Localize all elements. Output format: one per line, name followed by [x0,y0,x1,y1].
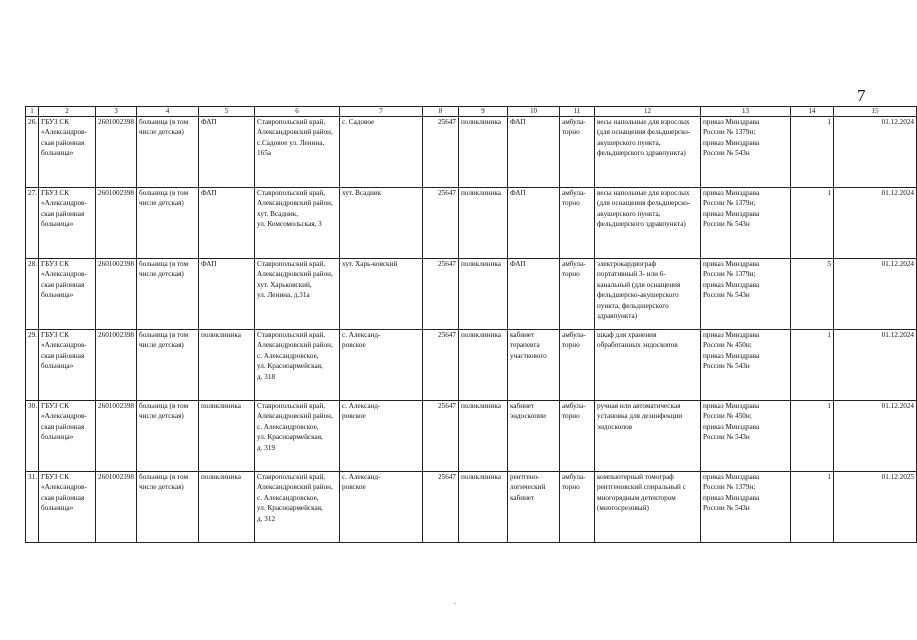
column-header: 14 [791,107,834,117]
quantity-cell: 1 [791,188,834,259]
care-mode-cell: амбула- торно [560,259,595,330]
table-row [26,259,917,330]
row-number: 26. [26,117,39,188]
column-9-cell: поликлиника [459,401,508,472]
department-cell: рентгено- логический кабинет [508,472,560,543]
order-cell: приказ Минздрава России № 1379н; приказ Минздрава России № 543н [701,259,791,330]
order-cell: приказ Минздрава России № 1379н; приказ Минздрава России № 543н [701,188,791,259]
code-8-cell: 25647 [423,188,459,259]
unit-cell: ФАП [199,117,255,188]
unit-cell: поликлиника [199,330,255,401]
equipment-cell: весы напольные для взрослых (для оснащения фельдшерско- акушерского пункта, фельдшерского здравпункта) [595,188,701,259]
department-cell: ФАП [508,259,560,330]
code-8-cell: 25647 [423,117,459,188]
row-number: 30. [26,401,39,472]
department-cell: ФАП [508,188,560,259]
table-row [26,330,917,401]
table-row [26,188,917,259]
department-cell: кабинет эндоскопии [508,401,560,472]
address-cell: Ставропольский край, Александровский район, с.Садовое ул. Ленина, 165а [255,117,340,188]
locality-cell: с. Садовое [340,117,423,188]
facility-type-cell: больница (в том числе детская) [137,188,199,259]
quantity-cell: 1 [791,401,834,472]
column-header: 15 [834,107,917,117]
column-header: 2 [39,107,96,117]
column-number-row [26,107,917,117]
address-cell: Ставропольский край, Александровский район, с. Александровское, ул. Красноармейская, д. 319 [255,401,340,472]
locality-cell: с. Александ- ровское [340,330,423,401]
row-number: 31. [26,472,39,543]
date-cell: 01.12.2025 [834,472,917,543]
address-cell: Ставропольский край, Александровский район, с. Александровское, ул. Красноармейская, д. 318 [255,330,340,401]
equipment-cell: электрокардиограф портативный 3- или 6- канальный (для оснащения фельдшерско-акушерского пункта, фельдшерского здравпункта) [595,259,701,330]
facility-type-cell: больница (в том числе детская) [137,401,199,472]
facility-type-cell: больница (в том числе детская) [137,472,199,543]
column-9-cell: поликлиника [459,117,508,188]
code-8-cell: 25647 [423,259,459,330]
page-number: 7 [857,86,866,105]
column-header: 13 [701,107,791,117]
column-header: 1 [26,107,39,117]
unit-cell: ФАП [199,259,255,330]
column-header: 7 [340,107,423,117]
column-header: 8 [423,107,459,117]
order-cell: приказ Минздрава России № 450н; приказ Минздрава России № 543н [701,330,791,401]
address-cell: Ставропольский край, Александровский район, хут. Харьковский, ул. Ленина, д.31а [255,259,340,330]
column-header: 4 [137,107,199,117]
unit-cell: поликлиника [199,472,255,543]
care-mode-cell: амбула- торно [560,472,595,543]
column-header: 9 [459,107,508,117]
organization-cell: ГБУЗ СК «Александров- ская районная больница» [39,472,96,543]
code-8-cell: 25647 [423,472,459,543]
address-cell: Ставропольский край, Александровский район, хут. Всадник, ул. Комсомольская, 3 [255,188,340,259]
unit-cell: ФАП [199,188,255,259]
code-cell: 2601002398 [96,188,137,259]
locality-cell: хут. Харь-ковский [340,259,423,330]
column-header: 3 [96,107,137,117]
column-header: 5 [199,107,255,117]
column-9-cell: поликлиника [459,330,508,401]
row-number: 27. [26,188,39,259]
facility-type-cell: больница (в том числе детская) [137,330,199,401]
equipment-table [25,106,917,543]
address-cell: Ставропольский край, Александровский район, с. Александровское, ул. Красноармейская, д. 312 [255,472,340,543]
date-cell: 01.12.2024 [834,401,917,472]
column-header: 11 [560,107,595,117]
quantity-cell: 1 [791,330,834,401]
organization-cell: ГБУЗ СК «Александров- ская районная больница» [39,401,96,472]
column-9-cell: поликлиника [459,259,508,330]
equipment-cell: весы напольные для взрослых (для оснащения фельдшерско- акушерского пункта, фельдшерского здравпункта) [595,117,701,188]
equipment-cell: ручная или автоматическая установка для дезинфекции эндоскопов [595,401,701,472]
equipment-cell: шкаф для хранения обработанных эндоскопов [595,330,701,401]
department-cell: ФАП [508,117,560,188]
equipment-cell: компьютерный томограф рентгеновский спиральный с многорядным детектором (многосрезовый) [595,472,701,543]
scan-speck [454,603,456,604]
column-header: 10 [508,107,560,117]
locality-cell: с. Александ- ровское [340,401,423,472]
date-cell: 01.12.2024 [834,259,917,330]
code-cell: 2601002398 [96,259,137,330]
organization-cell: ГБУЗ СК «Александров- ская районная больница» [39,259,96,330]
order-cell: приказ Минздрава России № 1379н; приказ Минздрава России № 543н [701,472,791,543]
code-cell: 2601002398 [96,472,137,543]
table-row [26,117,917,188]
table-row [26,472,917,543]
quantity-cell: 1 [791,117,834,188]
code-cell: 2601002398 [96,401,137,472]
organization-cell: ГБУЗ СК «Александров- ская районная больница» [39,117,96,188]
facility-type-cell: больница (в том числе детская) [137,259,199,330]
order-cell: приказ Минздрава России № 450н; приказ Минздрава России № 543н [701,401,791,472]
quantity-cell: 1 [791,472,834,543]
unit-cell: поликлиника [199,401,255,472]
care-mode-cell: амбула- торно [560,117,595,188]
organization-cell: ГБУЗ СК «Александров- ская районная больница» [39,188,96,259]
order-cell: приказ Минздрава России № 1379н; приказ Минздрава России № 543н [701,117,791,188]
department-cell: кабинет терапевта участкового [508,330,560,401]
code-cell: 2601002398 [96,117,137,188]
care-mode-cell: амбула- торно [560,330,595,401]
row-number: 28. [26,259,39,330]
date-cell: 01.12.2024 [834,330,917,401]
column-header: 12 [595,107,701,117]
date-cell: 01.12.2024 [834,188,917,259]
organization-cell: ГБУЗ СК «Александров- ская районная больница» [39,330,96,401]
facility-type-cell: больница (в том числе детская) [137,117,199,188]
code-8-cell: 25647 [423,330,459,401]
table-row [26,401,917,472]
quantity-cell: 5 [791,259,834,330]
locality-cell: хут. Всадник [340,188,423,259]
code-cell: 2601002398 [96,330,137,401]
column-9-cell: поликлиника [459,472,508,543]
care-mode-cell: амбула- торно [560,401,595,472]
row-number: 29. [26,330,39,401]
care-mode-cell: амбула- торно [560,188,595,259]
column-header: 6 [255,107,340,117]
column-9-cell: поликлиника [459,188,508,259]
locality-cell: с. Александ- ровское [340,472,423,543]
code-8-cell: 25647 [423,401,459,472]
date-cell: 01.12.2024 [834,117,917,188]
